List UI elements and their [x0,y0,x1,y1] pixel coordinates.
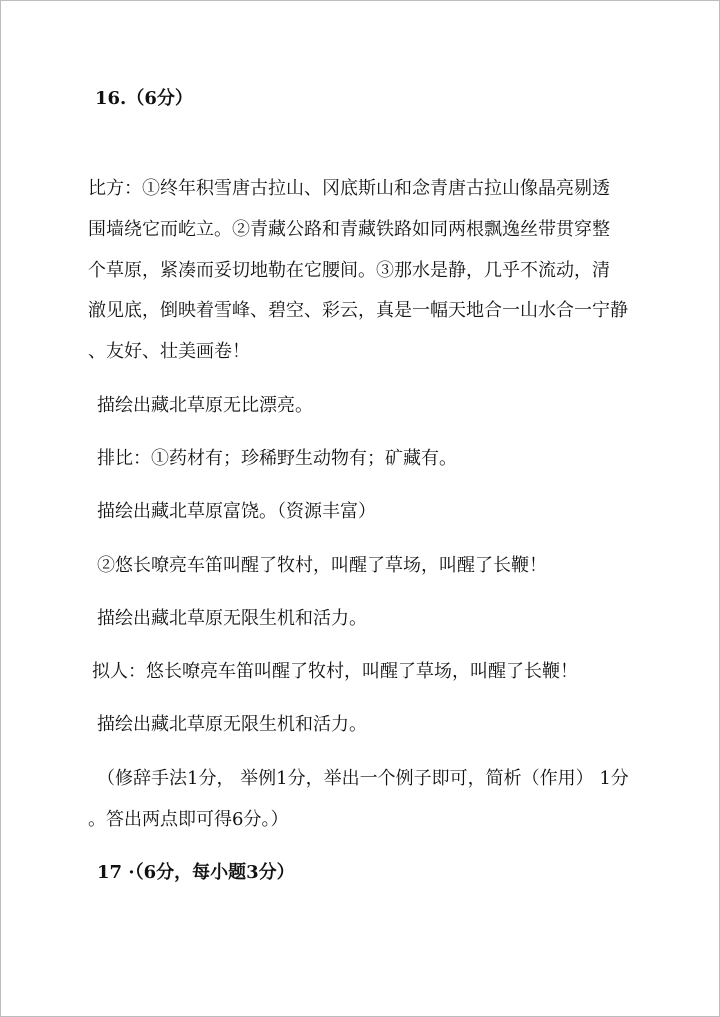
text-line-6: 描绘出藏北草原无比漂亮。 [97,395,313,416]
question-17-heading: 17 ·（6分，每小题3分） [97,862,295,883]
text-line-7: 排比：①药材有；珍稀野生动物有；矿藏有。 [97,448,457,469]
text-line-14: 。答出两点即可得6分。） [88,809,289,830]
text-line-12: 描绘出藏北草原无限生机和活力。 [97,714,367,735]
text-line-2: 围墙绕它而屹立。②青藏公路和青藏铁路如同两根飘逸丝带贯穿整 [88,219,610,240]
text-line-4: 澈见底，倒映着雪峰、碧空、彩云，真是一幅天地合一山水合一宁静 [88,300,628,321]
text-line-5: 、友好、壮美画卷！ [88,341,250,362]
text-line-11: 拟人：悠长嘹亮车笛叫醒了牧村，叫醒了草场，叫醒了长鞭！ [92,661,578,682]
text-line-3: 个草原，紧凑而妥切地勒在它腰间。③那水是静，几乎不流动，清 [88,260,610,281]
text-line-9: ②悠长嘹亮车笛叫醒了牧村，叫醒了草场，叫醒了长鞭！ [97,555,547,576]
text-line-1: 比方：①终年积雪唐古拉山、冈底斯山和念青唐古拉山像晶亮剔透 [88,178,610,199]
text-line-8: 描绘出藏北草原富饶。（资源丰富） [97,501,376,522]
question-16-heading: 16.（6分） [95,88,193,109]
text-line-10: 描绘出藏北草原无限生机和活力。 [97,608,367,629]
text-line-13: （修辞手法1分， 举例1分，举出一个例子即可，简析（作用） 1分 [97,768,629,789]
